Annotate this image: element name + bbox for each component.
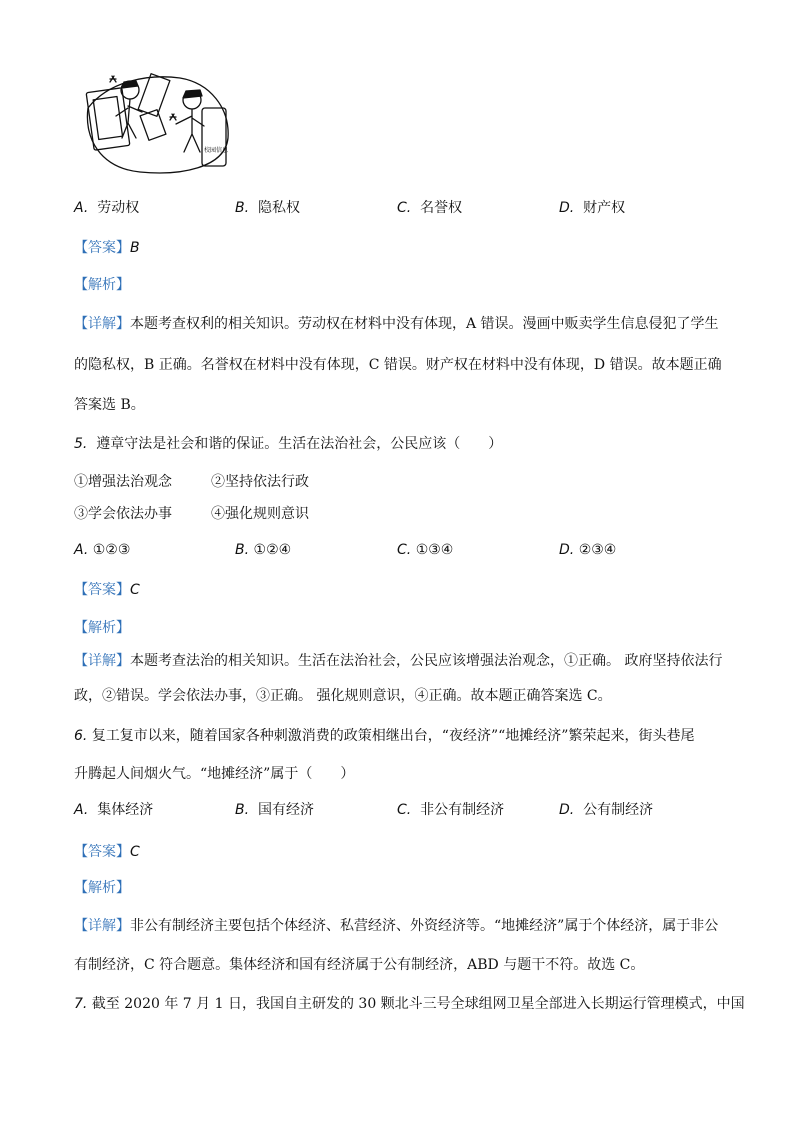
q5-option-a[interactable]	[74, 540, 130, 560]
option-letter: D.	[559, 802, 575, 818]
option-text: 名誉权	[420, 200, 463, 216]
detail-text: 本题考查法治的相关知识。生活在法治社会，公民应该增强法治观念，①正确。 政府坚持依法行	[130, 653, 723, 669]
answer-value: B	[130, 240, 140, 256]
answer-value: C	[130, 582, 140, 598]
option-letter: A.	[74, 802, 89, 818]
q7-stem-line-1	[74, 994, 745, 1014]
q5-item-3: ③学会依法办事	[74, 506, 172, 522]
q5-analysis-tag: 【解析】	[74, 620, 130, 636]
option-letter: B.	[235, 200, 250, 216]
q5-item-1: ①增强法治观念	[74, 474, 172, 490]
q5-detail-line-2: 政，②错误。学会依法办事，③正确。 强化规则意识，④正确。故本题正确答案选 C。	[74, 688, 612, 704]
detail-text: 本题考查权利的相关知识。劳动权在材料中没有体现，A 错误。漫画中贩卖学生信息侵犯了学生	[130, 316, 719, 332]
q4-option-d[interactable]	[559, 198, 625, 218]
option-letter: C.	[397, 542, 412, 558]
detail-tag: 【详解】	[74, 918, 130, 934]
cartoon-illustration	[80, 68, 232, 178]
option-text: ①②③	[92, 542, 131, 558]
option-letter: C.	[397, 802, 412, 818]
option-text: ①②④	[253, 542, 292, 558]
q4-option-b[interactable]	[235, 198, 300, 218]
option-text: 非公有制经济	[420, 802, 505, 818]
q4-detail-line-1	[74, 314, 719, 334]
q5-detail-line-1	[74, 651, 722, 671]
detail-text: 非公有制经济主要包括个体经济、私营经济、外资经济等。“地摊经济”属于个体经济，属于非公	[130, 918, 719, 934]
question-number: 7.	[74, 996, 88, 1012]
option-text: 劳动权	[97, 200, 140, 216]
q6-option-b[interactable]	[235, 800, 314, 820]
cartoon-bubble-outline	[87, 77, 228, 173]
q5-stem	[74, 434, 502, 454]
question-number: 6.	[74, 728, 88, 744]
option-letter: D.	[559, 542, 575, 558]
q5-item-2: ②坚持依法行政	[211, 474, 309, 490]
option-text: 公有制经济	[583, 802, 654, 818]
question-text: 复工复市以来，随着国家各种刺激消费的政策相继出台，“夜经济”“地摊经济”繁荣起来，街头巷尾	[91, 728, 695, 744]
q6-answer	[74, 842, 140, 862]
q4-answer	[74, 238, 140, 258]
q6-option-a[interactable]	[74, 800, 153, 820]
q5-option-d[interactable]	[559, 540, 616, 560]
option-letter: C.	[397, 200, 412, 216]
q6-analysis-tag: 【解析】	[74, 880, 130, 896]
answer-value: C	[130, 844, 140, 860]
q4-detail-line-2: 的隐私权，B 正确。名誉权在材料中没有体现，C 错误。财产权在材料中没有体现，D 错误。故本题正确	[74, 357, 722, 373]
q4-analysis-tag: 【解析】	[74, 277, 130, 293]
option-text: 隐私权	[257, 200, 300, 216]
question-number: 5.	[74, 436, 88, 452]
question-text: 截至 2020 年 7 月 1 日，我国自主研发的 30 颗北斗三号全球组网卫星全部进入长期运行管理模式，中国	[91, 996, 745, 1012]
cartoon-phone-right	[202, 108, 226, 166]
q5-option-c[interactable]	[397, 540, 453, 560]
question-text: 遵章守法是社会和谐的保证。生活在法治社会，公民应该（ ）	[96, 436, 503, 452]
q4-option-a[interactable]	[74, 198, 139, 218]
option-letter: D.	[559, 200, 575, 216]
cartoon-paper-sign	[138, 74, 170, 117]
option-letter: A.	[74, 542, 89, 558]
q6-stem-line-1	[74, 726, 694, 746]
option-letter: B.	[235, 542, 250, 558]
q4-detail-line-3: 答案选 B。	[74, 397, 145, 413]
answer-tag: 【答案】	[74, 582, 130, 598]
q5-item-4: ④强化规则意识	[211, 506, 309, 522]
q5-answer	[74, 580, 140, 600]
option-text: 集体经济	[97, 802, 154, 818]
q6-detail-line-2: 有制经济，C 符合题意。集体经济和国有经济属于公有制经济，ABD 与题干不符。故选 C。	[74, 957, 645, 973]
cartoon-label: 校园信息	[204, 147, 229, 154]
answer-tag: 【答案】	[74, 240, 130, 256]
q6-stem-line-2: 升腾起人间烟火气。“地摊经济”属于（ ）	[74, 766, 355, 782]
option-text: ①③④	[415, 542, 454, 558]
q4-option-c[interactable]	[397, 198, 462, 218]
option-text: ②③④	[578, 542, 617, 558]
option-letter: B.	[235, 802, 250, 818]
answer-tag: 【答案】	[74, 844, 130, 860]
q5-option-b[interactable]	[235, 540, 291, 560]
option-text: 国有经济	[257, 802, 314, 818]
detail-tag: 【详解】	[74, 316, 130, 332]
detail-tag: 【详解】	[74, 653, 130, 669]
option-letter: A.	[74, 200, 89, 216]
q6-detail-line-1	[74, 916, 718, 936]
q6-option-c[interactable]	[397, 800, 504, 820]
option-text: 财产权	[583, 200, 626, 216]
q6-option-d[interactable]	[559, 800, 653, 820]
